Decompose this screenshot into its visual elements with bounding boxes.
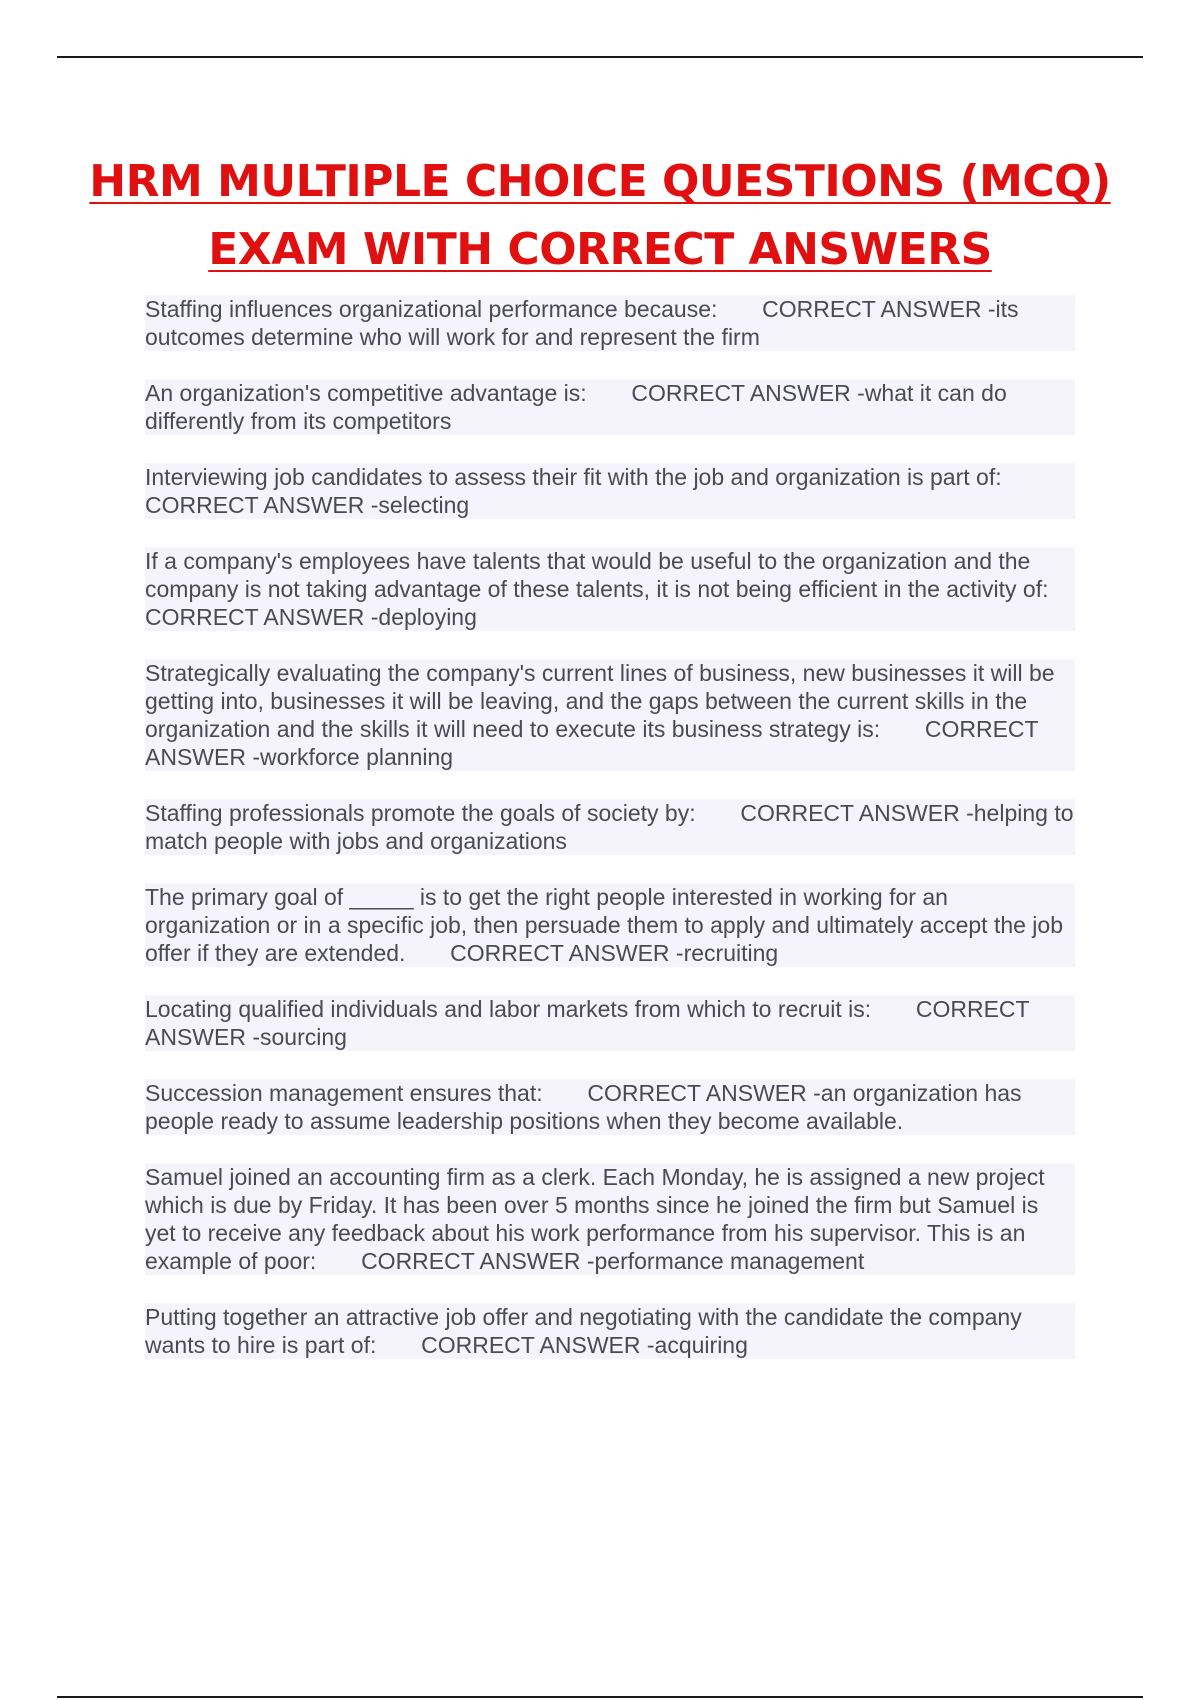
question-item [145, 547, 1075, 631]
question-item [145, 659, 1075, 771]
question-item [145, 295, 1075, 351]
question-item [145, 799, 1080, 855]
answer-text: CORRECT ANSWER -selecting [145, 492, 470, 518]
top-rule [57, 56, 1143, 58]
question-text: Interviewing job candidates to assess their fit with the job and organization is part of: [145, 464, 1002, 490]
document-title [0, 148, 1200, 284]
answer-text: CORRECT ANSWER -helping to match people with jobs and organizations [145, 800, 1080, 854]
answer-text: CORRECT ANSWER -deploying [145, 604, 477, 630]
answer-text: CORRECT ANSWER -sourcing [145, 996, 1035, 1050]
question-item [145, 1079, 1075, 1135]
question-text: Samuel joined an accounting firm as a clerk. Each Monday, he is assigned a new project which is due by Friday. It has been over 5 months since he joined the firm but Samuel is yet to receive any feedback about his work performance from his supervisor. This is an example of poor: [145, 1164, 1052, 1274]
question-text: Staffing influences organizational performance because: [145, 296, 718, 322]
title-line-1: HRM MULTIPLE CHOICE QUESTIONS (MCQ) [89, 156, 1111, 207]
question-text: An organization's competitive advantage is: [145, 380, 587, 406]
question-list [145, 295, 1080, 1387]
answer-text: CORRECT ANSWER -performance management [361, 1248, 865, 1274]
answer-text: CORRECT ANSWER -recruiting [450, 940, 779, 966]
question-item [145, 463, 1075, 519]
title-line-2: EXAM WITH CORRECT ANSWERS [208, 224, 992, 275]
answer-text: CORRECT ANSWER -an organization has people ready to assume leadership positions when they become available. [145, 1080, 1028, 1134]
question-text: The primary goal of _____ is to get the right people interested in working for an organization or in a specific job, then persuade them to apply and ultimately accept the job offer if they are extended. [145, 884, 1070, 966]
question-text: Succession management ensures that: [145, 1080, 543, 1106]
question-item [145, 1163, 1075, 1275]
bottom-rule [57, 1696, 1143, 1698]
answer-text: CORRECT ANSWER -its outcomes determine who will work for and represent the firm [145, 296, 1025, 350]
question-item [145, 883, 1075, 967]
question-item [145, 995, 1075, 1051]
question-item [145, 379, 1075, 435]
question-text: Locating qualified individuals and labor markets from which to recruit is: [145, 996, 872, 1022]
question-text: Staffing professionals promote the goals of society by: [145, 800, 696, 826]
answer-text: CORRECT ANSWER -workforce planning [145, 716, 1044, 770]
question-text: Strategically evaluating the company's current lines of business, new businesses it will be getting into, businesses it will be leaving, and the gaps between the current skills in the organization and the skills it will need to execute its business strategy is: [145, 660, 1061, 742]
answer-text: CORRECT ANSWER -acquiring [421, 1332, 748, 1358]
question-text: If a company's employees have talents that would be useful to the organization and the company is not taking advantage of these talents, it is not being efficient in the activity of: [145, 548, 1049, 602]
question-item [145, 1303, 1075, 1359]
question-text: Putting together an attractive job offer and negotiating with the candidate the company wants to hire is part of: [145, 1304, 1029, 1358]
answer-text: CORRECT ANSWER -what it can do differently from its competitors [145, 380, 1014, 434]
